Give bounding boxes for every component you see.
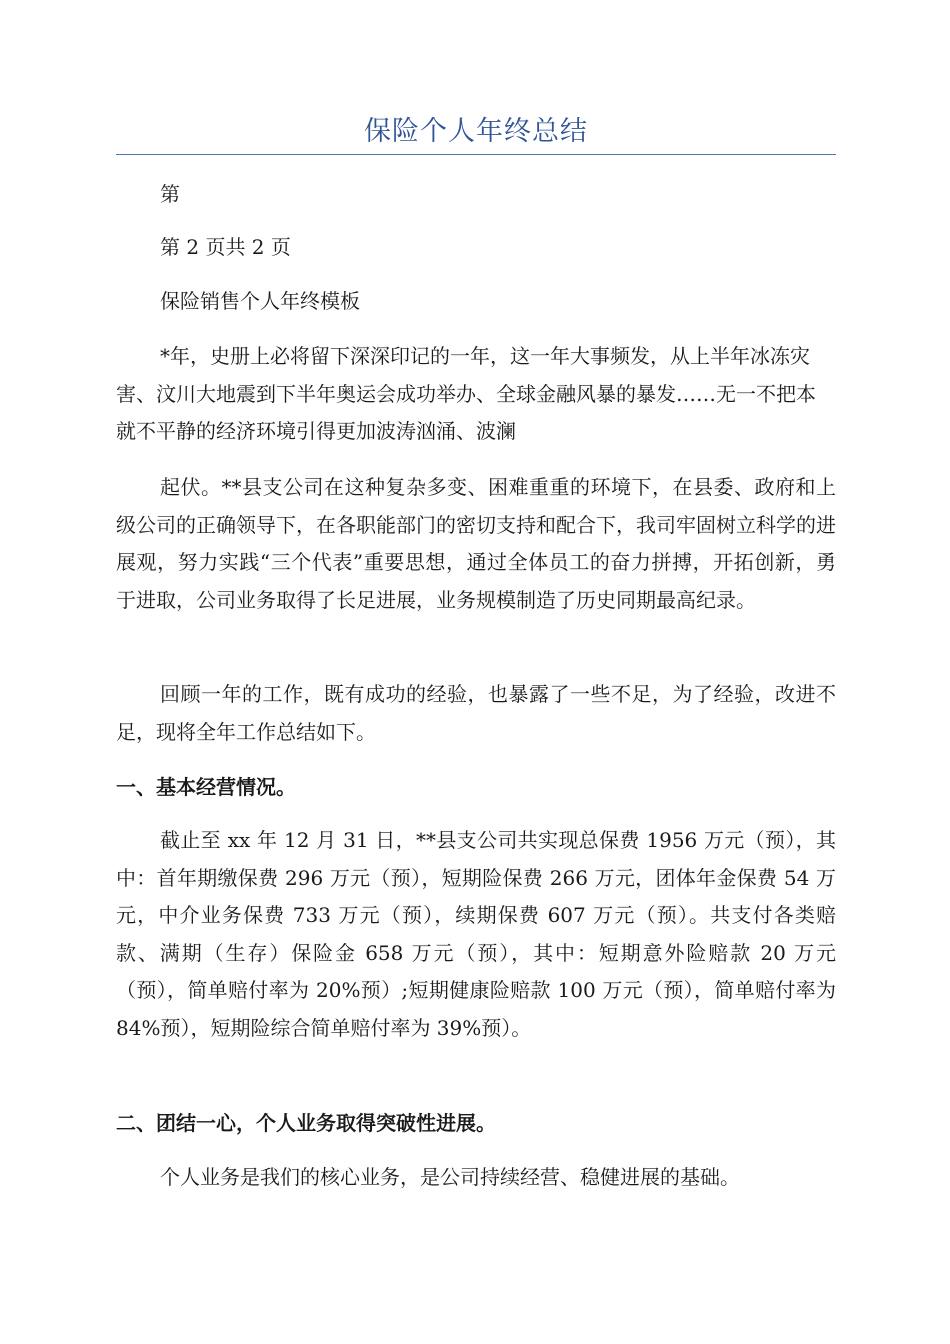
section-2-paragraph: 个人业务是我们的核心业务，是公司持续经营、稳健进展的基础。 [160,1165,740,1189]
intro-paragraph-a: *年，史册上必将留下深深印记的一年，这一年大事频发，从上半年冰冻灾害、汶川大地震到下半年奥运会成功举办、全球金融风暴的暴发……无一不把本就不平静的经济环境引得更加波涛汹涌、波澜 [116,344,816,443]
review-paragraph: 回顾一年的工作，既有成功的经验，也暴露了一些不足，为了经验，改进不足，现将全年工作总结如下。 [116,682,836,744]
document-title: 保险个人年终总结 [364,116,588,147]
section-heading-1: 一、基本经营情况。 [116,775,296,799]
section-1-paragraph: 截止至 xx 年 12 月 31 日，**县支公司共实现总保费 1956 万元（预），其中：首年期缴保费 296 万元（预），短期险保费 266 万元，团体年金保费 54 万元，中介业务保费 733 万元（预），续期保费 607 万元（预）。共支付各类赔款、满期（生存）保险金 658 万元（预），其中：短期意外险赔款 20 万元（预），简单赔付率为 20%预）;短期健康险赔款 100 万元（预），简单赔付率为 84%预），短期险综合简单赔付率为 39%预）。 [116,828,836,1040]
template-subtitle: 保险销售个人年终模板 [160,289,360,313]
title-underline [116,154,836,155]
intro-paragraph-b: 起伏。**县支公司在这种复杂多变、困难重重的环境下，在县委、政府和上级公司的正确领导下，在各职能部门的密切支持和配合下，我司牢固树立科学的进展观，努力实践“三个代表”重要思想，通过全体员工的奋力拼搏，开拓创新，勇于进取，公司业务取得了长足进展，业务规模制造了历史同期最高纪录。 [116,475,836,612]
section-heading-2: 二、团结一心，个人业务取得突破性进展。 [116,1111,496,1135]
page-fragment-text: 第 [160,182,180,206]
page-number-text: 第 2 页共 2 页 [160,235,291,259]
